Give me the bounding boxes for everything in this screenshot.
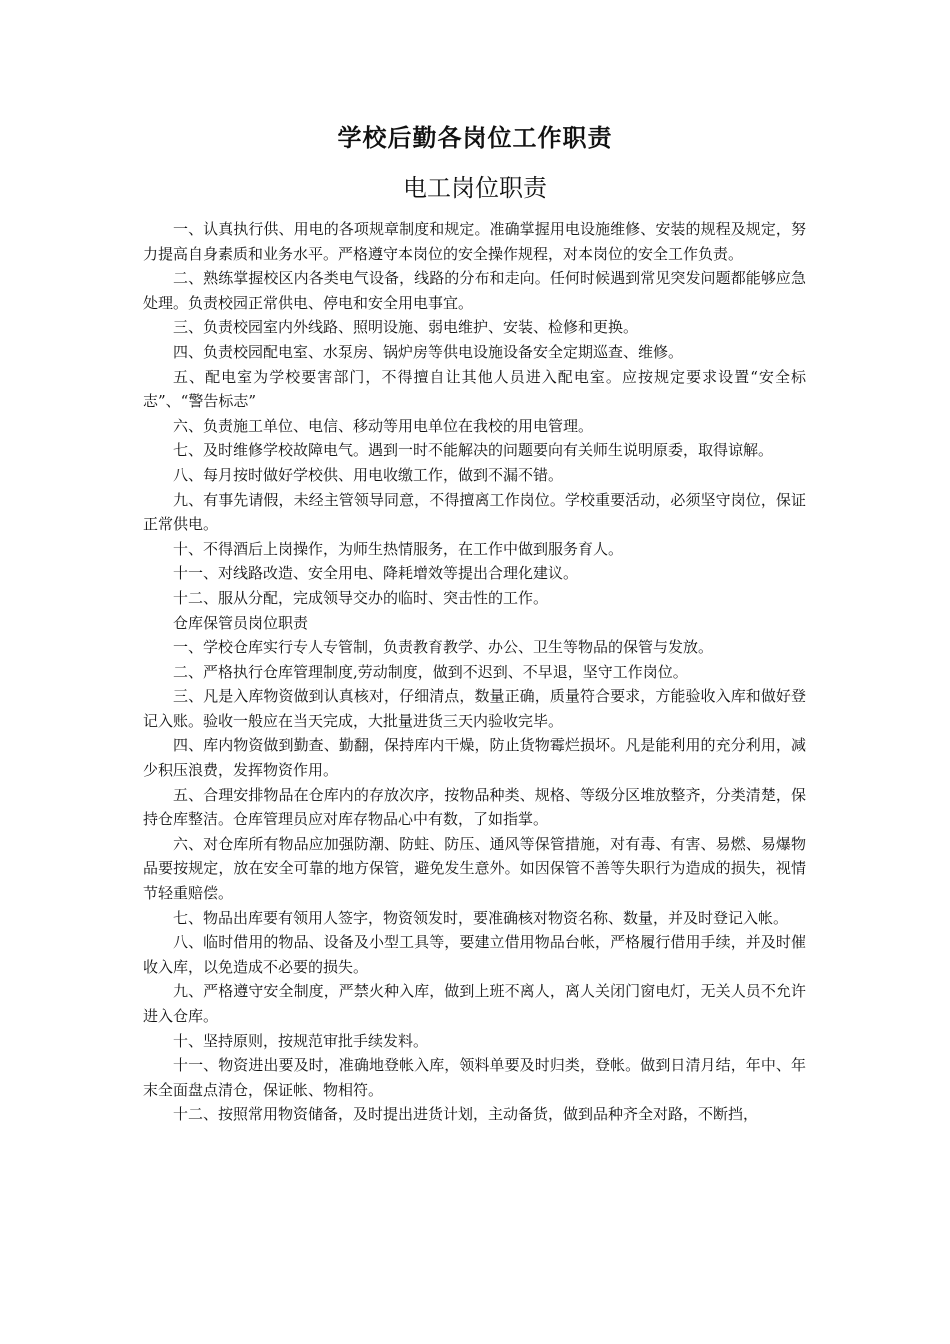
paragraph: 十二、按照常用物资储备，及时提出进货计划，主动备货，做到品种齐全对路，不断挡， (173, 1105, 759, 1124)
paragraph: 三、凡是入库物资做到认真核对，仔细清点，数量正确，质量符合要求，方能验收入库和做好登记入账。验收一般应在当天完成，大批量进货三天内验收完毕。 (143, 687, 806, 730)
paragraph: 九、严格遵守安全制度，严禁火种入库，做到上班不离人，离人关闭门窗电灯，无关人员不允许进入仓库。 (143, 982, 806, 1025)
paragraph: 九、有事先请假，未经主管领导同意，不得擅离工作岗位。学校重要活动，必须坚守岗位，保证正常供电。 (143, 490, 806, 534)
paragraph: 二、熟练掌握校区内各类电气设备，线路的分布和走向。任何时候遇到常见突发问题都能够应急处理。负责校园正常供电、停电和安全用电事宜。 (143, 269, 806, 312)
paragraph: 三、负责校园室内外线路、照明设施、弱电维护、安装、检修和更换。 (173, 318, 639, 337)
paragraph: 六、负责施工单位、电信、移动等用电单位在我校的用电管理。 (173, 416, 594, 435)
paragraph: 七、物品出库要有领用人签字，物资领发时，要准确核对物资名称、数量，并及时登记入帐。 (173, 908, 789, 927)
section-title: 电工岗位职责 (403, 174, 547, 202)
document-body (143, 217, 806, 1127)
paragraph: 一、学校仓库实行专人专管制，负责教育教学、办公、卫生等物品的保管与发放。 (173, 638, 714, 657)
paragraph: 二、严格执行仓库管理制度,劳动制度，做到不迟到、不早退，坚守工作岗位。 (173, 662, 688, 681)
subsection-heading: 仓库保管员岗位职责 (173, 613, 309, 632)
paragraph: 八、临时借用的物品、设备及小型工具等，要建立借用物品台帐，严格履行借用手续，并及时催收入库，以免造成不必要的损失。 (143, 933, 806, 976)
paragraph: 七、及时维修学校故障电气。遇到一时不能解决的问题要向有关师生说明原委，取得谅解。 (173, 441, 774, 460)
paragraph: 八、每月按时做好学校供、用电收缴工作，做到不漏不错。 (173, 465, 564, 484)
paragraph: 一、认真执行供、用电的各项规章制度和规定。准确掌握用电设施维修、安装的规程及规定，努力提高自身素质和业务水平。严格遵守本岗位的安全操作规程，对本岗位的安全工作负责。 (143, 220, 806, 263)
document-title: 学校后勤各岗位工作职责 (337, 124, 613, 152)
paragraph: 四、负责校园配电室、水泵房、锅炉房等供电设施设备安全定期巡查、维修。 (173, 342, 684, 361)
paragraph: 十一、对线路改造、安全用电、降耗增效等提出合理化建议。 (173, 564, 579, 583)
paragraph: 五、配电室为学校要害部门，不得擅自让其他人员进入配电室。应按规定要求设置“安全标志”、“警告标志” (143, 367, 806, 411)
paragraph: 四、库内物资做到勤查、勤翻，保持库内干燥，防止货物霉烂损坏。凡是能利用的充分利用，减少积压浪费，发挥物资作用。 (143, 736, 806, 780)
paragraph: 五、合理安排物品在仓库内的存放次序，按物品种类、规格、等级分区堆放整齐，分类清楚，保持仓库整洁。仓库管理员应对库存物品心中有数，了如指掌。 (143, 785, 806, 829)
paragraph: 十、不得酒后上岗操作，为师生热情服务，在工作中做到服务育人。 (173, 539, 624, 558)
paragraph: 十二、服从分配，完成领导交办的临时、突击性的工作。 (173, 588, 549, 607)
paragraph: 十一、物资进出要及时，准确地登帐入库，领料单要及时归类，登帐。做到日清月结，年中、年末全面盘点清仓，保证帐、物相符。 (143, 1056, 806, 1099)
paragraph: 十、坚持原则，按规范审批手续发料。 (173, 1031, 429, 1050)
paragraph: 六、对仓库所有物品应加强防潮、防蛀、防压、通风等保管措施，对有毒、有害、易燃、易爆物品要按规定，放在安全可靠的地方保管，避免发生意外。如因保管不善等失职行为造成的损失，视情节轻重赔偿。 (143, 834, 806, 903)
